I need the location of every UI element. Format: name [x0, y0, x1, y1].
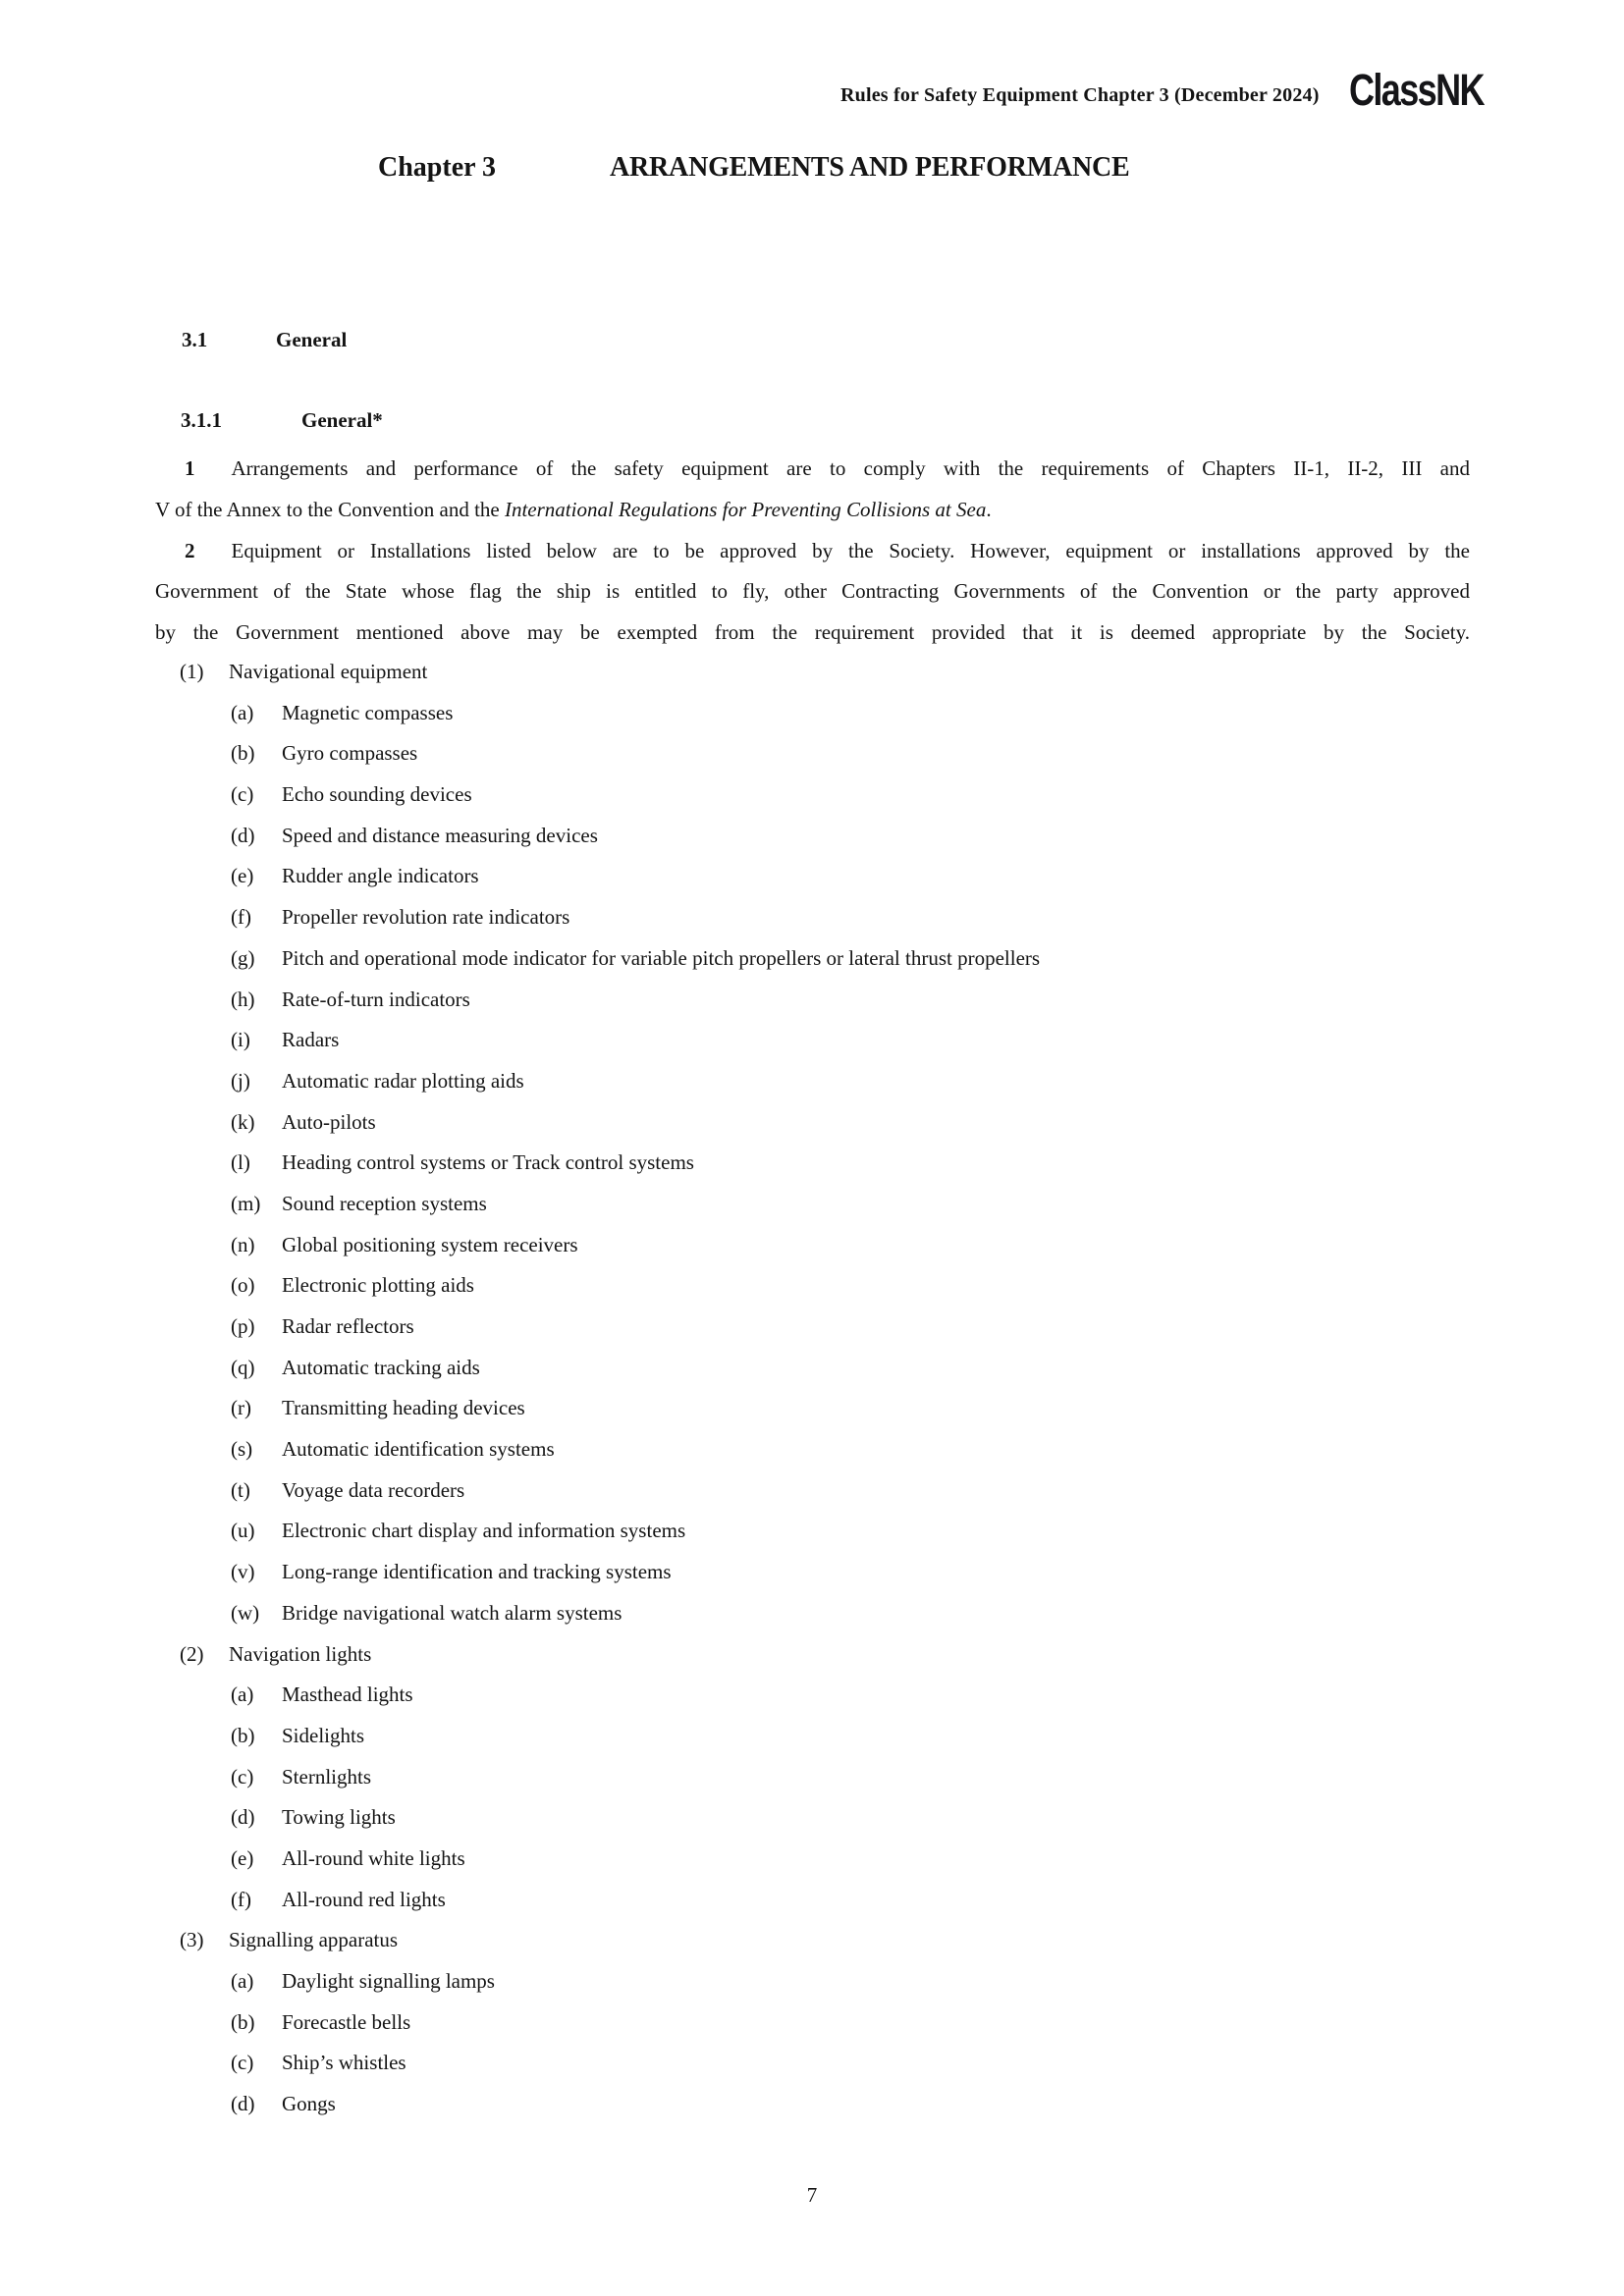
list-item-label: Heading control systems or Track control systems	[282, 1150, 694, 1175]
list-item	[0, 1593, 1624, 1634]
list-item-label: Voyage data recorders	[282, 1477, 465, 1502]
list-item	[0, 897, 1624, 938]
list-item	[0, 2043, 1624, 2084]
list-item-label: Automatic radar plotting aids	[282, 1068, 524, 1093]
paragraph-2-number: 2	[185, 539, 195, 562]
list-item-label: Automatic tracking aids	[282, 1355, 480, 1379]
list-item-marker: (f)	[231, 1887, 251, 1911]
list-item-marker: (i)	[231, 1028, 250, 1052]
list-item-marker: (l)	[231, 1150, 250, 1175]
chapter-title: ARRANGEMENTS AND PERFORMANCE	[610, 152, 1130, 183]
paragraph-1-text: V of the Annex to the Convention and the	[155, 498, 505, 521]
list-item-marker: (h)	[231, 987, 255, 1011]
list-item-marker: (a)	[231, 1682, 254, 1707]
list-item-label: Global positioning system receivers	[282, 1232, 578, 1256]
list-item-marker: (b)	[231, 1723, 255, 1747]
list-item	[0, 1429, 1624, 1470]
list-item	[0, 733, 1624, 774]
paragraph-2-line-2	[155, 570, 1470, 612]
paragraph-2-text: Government of the State whose flag the ship is entitled to fly, other Contracting Governments of the Convention or the party approved	[155, 579, 1470, 603]
list-item-label: Auto-pilots	[282, 1109, 376, 1134]
chapter-number: Chapter 3	[378, 152, 497, 183]
list-item	[0, 1920, 1624, 1961]
list-item-label: Rate-of-turn indicators	[282, 987, 470, 1011]
list-item-label: Rudder angle indicators	[282, 864, 479, 888]
paragraph-2-line-1	[155, 530, 1470, 571]
list-item-marker: (m)	[231, 1191, 261, 1215]
list-item	[0, 938, 1624, 980]
list-item	[0, 2084, 1624, 2125]
list-item-label: Sidelights	[282, 1723, 365, 1747]
list-item	[0, 652, 1624, 693]
list-item	[0, 856, 1624, 897]
list-item-label: Magnetic compasses	[282, 700, 454, 724]
list-item	[0, 774, 1624, 816]
list-item-label: Gyro compasses	[282, 741, 418, 766]
list-item-marker: (2)	[180, 1641, 204, 1666]
list-item-label: Electronic chart display and information systems	[282, 1519, 686, 1543]
list-item-marker: (d)	[231, 1805, 255, 1830]
list-item-label: Transmitting heading devices	[282, 1396, 525, 1420]
list-item-marker: (t)	[231, 1477, 250, 1502]
list-item-marker: (b)	[231, 741, 255, 766]
list-item	[0, 1880, 1624, 1921]
list-item	[0, 1388, 1624, 1429]
paragraph-1-text: Arrangements and performance of the safety equipment are to comply with the requirements of Chapters II-1, II-2, III and	[231, 456, 1470, 480]
list-item-label: Gongs	[282, 2092, 336, 2116]
list-item-label: Radars	[282, 1028, 340, 1052]
list-item	[0, 1143, 1624, 1184]
list-item	[0, 693, 1624, 734]
list-item-label: Sound reception systems	[282, 1191, 487, 1215]
list-item-marker: (p)	[231, 1314, 255, 1338]
list-item-label: Radar reflectors	[282, 1314, 414, 1338]
list-item-marker: (c)	[231, 1764, 254, 1789]
list-item	[0, 1839, 1624, 1880]
list-item-label: All-round white lights	[282, 1845, 465, 1870]
list-item-label: Long-range identification and tracking systems	[282, 1560, 672, 1584]
paragraph-2-text: Equipment or Installations listed below are to be approved by the Society. However, equipment or installations approved by the	[231, 539, 1470, 562]
list-item-marker: (n)	[231, 1232, 255, 1256]
list-item-marker: (u)	[231, 1519, 255, 1543]
list-item-label: Pitch and operational mode indicator for variable pitch propellers or lateral thrust propellers	[282, 945, 1041, 970]
list-item-label: Speed and distance measuring devices	[282, 823, 598, 847]
list-item-marker: (e)	[231, 1845, 254, 1870]
list-item-marker: (q)	[231, 1355, 255, 1379]
list-item	[0, 1102, 1624, 1144]
list-item-label: Signalling apparatus	[229, 1928, 399, 1952]
list-item	[0, 1552, 1624, 1593]
list-item-marker: (k)	[231, 1109, 255, 1134]
list-item-marker: (c)	[231, 2051, 254, 2075]
list-item-marker: (v)	[231, 1560, 255, 1584]
list-item	[0, 1061, 1624, 1102]
list-item	[0, 1716, 1624, 1757]
list-item-label: Navigational equipment	[229, 660, 428, 683]
paragraph-1-number: 1	[185, 456, 195, 480]
list-item-marker: (d)	[231, 823, 255, 847]
section-3-1-1-title: General*	[301, 408, 383, 432]
list-item	[0, 1675, 1624, 1716]
list-item	[0, 1265, 1624, 1307]
list-item-label: Daylight signalling lamps	[282, 1969, 495, 1993]
list-item-marker: (w)	[231, 1600, 260, 1625]
list-item	[0, 1961, 1624, 2002]
list-item-marker: (a)	[231, 1969, 254, 1993]
list-item-marker: (o)	[231, 1273, 255, 1298]
section-3-1-number: 3.1	[182, 328, 208, 351]
paragraph-2-line-3	[155, 612, 1470, 653]
list-item	[0, 1184, 1624, 1225]
list-item	[0, 2002, 1624, 2044]
list-item-marker: (d)	[231, 2092, 255, 2116]
list-item	[0, 1634, 1624, 1676]
list-item-marker: (1)	[180, 660, 204, 683]
list-item	[0, 1225, 1624, 1266]
list-item-marker: (r)	[231, 1396, 251, 1420]
paragraph-2-text: by the Government mentioned above may be exempted from the requirement provided that it is deemed appropriate by the Society.	[155, 620, 1470, 644]
list-item-label: Automatic identification systems	[282, 1437, 555, 1462]
paragraph-1-line-1	[155, 448, 1470, 489]
paragraph-1-line-2	[155, 489, 1470, 530]
paragraph-1-text: .	[986, 498, 992, 521]
list-item-label: Sternlights	[282, 1764, 372, 1789]
list-item-label: Electronic plotting aids	[282, 1273, 474, 1298]
list-item	[0, 816, 1624, 857]
list-item-label: Towing lights	[282, 1805, 396, 1830]
list-item	[0, 1797, 1624, 1839]
list-item	[0, 1757, 1624, 1798]
list-item	[0, 1511, 1624, 1552]
list-item-label: Forecastle bells	[282, 2009, 411, 2034]
list-item	[0, 1470, 1624, 1512]
list-item-label: Propeller revolution rate indicators	[282, 905, 570, 930]
list-item	[0, 980, 1624, 1021]
page-number: 7	[806, 2183, 818, 2207]
list-item-label: Echo sounding devices	[282, 782, 472, 807]
list-item	[0, 1020, 1624, 1061]
classnk-logo: ClassNK	[1349, 65, 1484, 115]
section-3-1-title: General	[276, 328, 348, 351]
list-item-marker: (3)	[180, 1928, 204, 1952]
list-item-label: Bridge navigational watch alarm systems	[282, 1600, 623, 1625]
list-item-label: Ship’s whistles	[282, 2051, 406, 2075]
list-item-label: All-round red lights	[282, 1887, 446, 1911]
header-document-title: Rules for Safety Equipment Chapter 3 (December 2024)	[840, 84, 1320, 106]
list-item-marker: (g)	[231, 945, 255, 970]
equipment-list	[0, 652, 1624, 2125]
list-item	[0, 1348, 1624, 1389]
section-3-1-1-number: 3.1.1	[181, 408, 222, 432]
list-item-marker: (c)	[231, 782, 254, 807]
list-item-marker: (e)	[231, 864, 254, 888]
list-item-label: Navigation lights	[229, 1641, 372, 1666]
list-item-label: Masthead lights	[282, 1682, 413, 1707]
italic-regulation-title: International Regulations for Preventing Collisions at Sea	[504, 498, 987, 521]
list-item-marker: (j)	[231, 1068, 250, 1093]
list-item-marker: (f)	[231, 905, 251, 930]
list-item-marker: (b)	[231, 2009, 255, 2034]
list-item-marker: (s)	[231, 1437, 253, 1462]
list-item	[0, 1307, 1624, 1348]
list-item-marker: (a)	[231, 700, 254, 724]
